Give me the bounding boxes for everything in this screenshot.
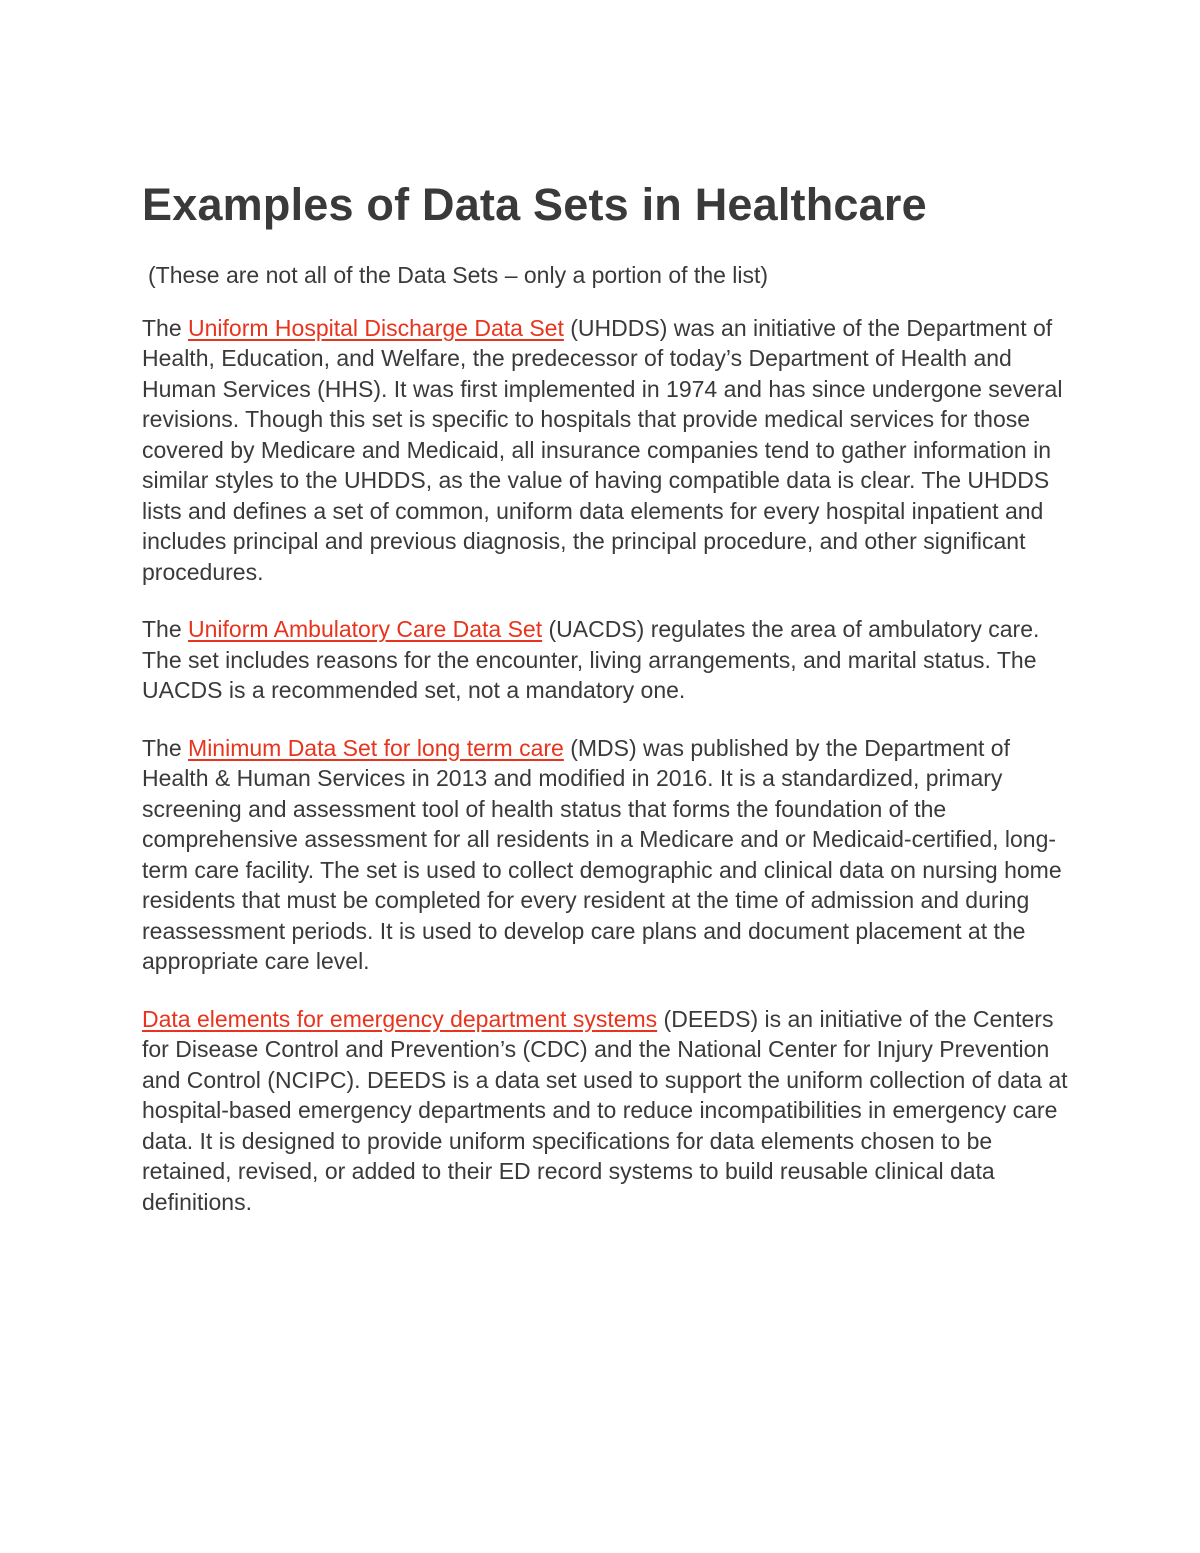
paragraph-uacds <box>142 614 1072 706</box>
paragraph-uhdds <box>142 313 1072 588</box>
document-page <box>142 178 1072 1217</box>
document-title: Examples of Data Sets in Healthcare <box>142 179 927 230</box>
document-subtitle: (These are not all of the Data Sets – only a portion of the list) <box>148 262 769 288</box>
paragraph-prefix: The <box>142 734 189 761</box>
link-data-elements-emergency-department-systems[interactable]: Data elements for emergency department systems <box>142 1005 658 1032</box>
paragraph-body: (DEEDS) is an initiative of the Centers for Disease Control and Prevention’s (CDC) and the National Center for Injury Prevention and Control (NCIPC). DEEDS is a data set used to support the uniform collection of data at hospital-based emergency departments and to reduce incompatibilities in emergency care data. It is designed to provide uniform specifications for data elements chosen to be retained, revised, or added to their ED record systems to build reusable clinical data definitions. <box>142 1005 1068 1215</box>
paragraph-prefix: The <box>142 314 189 341</box>
paragraph-body: (UHDDS) was an initiative of the Department of Health, Education, and Welfare, the predecessor of today’s Department of Health and Human Services (HHS). It was first implemented in 1974 and has since undergone several revisions. Though this set is specific to hospitals that provide medical services for those covered by Medicare and Medicaid, all insurance companies tend to gather information in similar styles to the UHDDS, as the value of having compatible data is clear. The UHDDS lists and defines a set of common, uniform data elements for every hospital inpatient and includes principal and previous diagnosis, the principal procedure, and other significant procedures. <box>142 314 1063 585</box>
link-uniform-ambulatory-care-data-set[interactable]: Uniform Ambulatory Care Data Set <box>188 616 543 642</box>
paragraph-deeds <box>142 1004 1072 1218</box>
link-uniform-hospital-discharge-data-set[interactable]: Uniform Hospital Discharge Data Set <box>188 314 564 341</box>
paragraph-body: (UACDS) regulates the area of ambulatory care. The set includes reasons for the encounter, living arrangements, and marital status. The UACDS is a recommended set, not a mandatory one. <box>142 616 1040 703</box>
paragraph-prefix: The <box>142 616 189 642</box>
paragraph-body: (MDS) was published by the Department of Health & Human Services in 2013 and modified in 2016. It is a standardized, primary screening and assessment tool of health status that forms the foundation of the comprehensive assessment for all residents in a Medicare and or Medicaid-certified, long-term care facility. The set is used to collect demographic and clinical data on nursing home residents that must be completed for every resident at the time of admission and during reassessment periods. It is used to develop care plans and document placement at the appropriate care level. <box>142 734 1062 974</box>
link-minimum-data-set-long-term-care[interactable]: Minimum Data Set for long term care <box>188 734 564 761</box>
paragraph-mds <box>142 733 1072 977</box>
